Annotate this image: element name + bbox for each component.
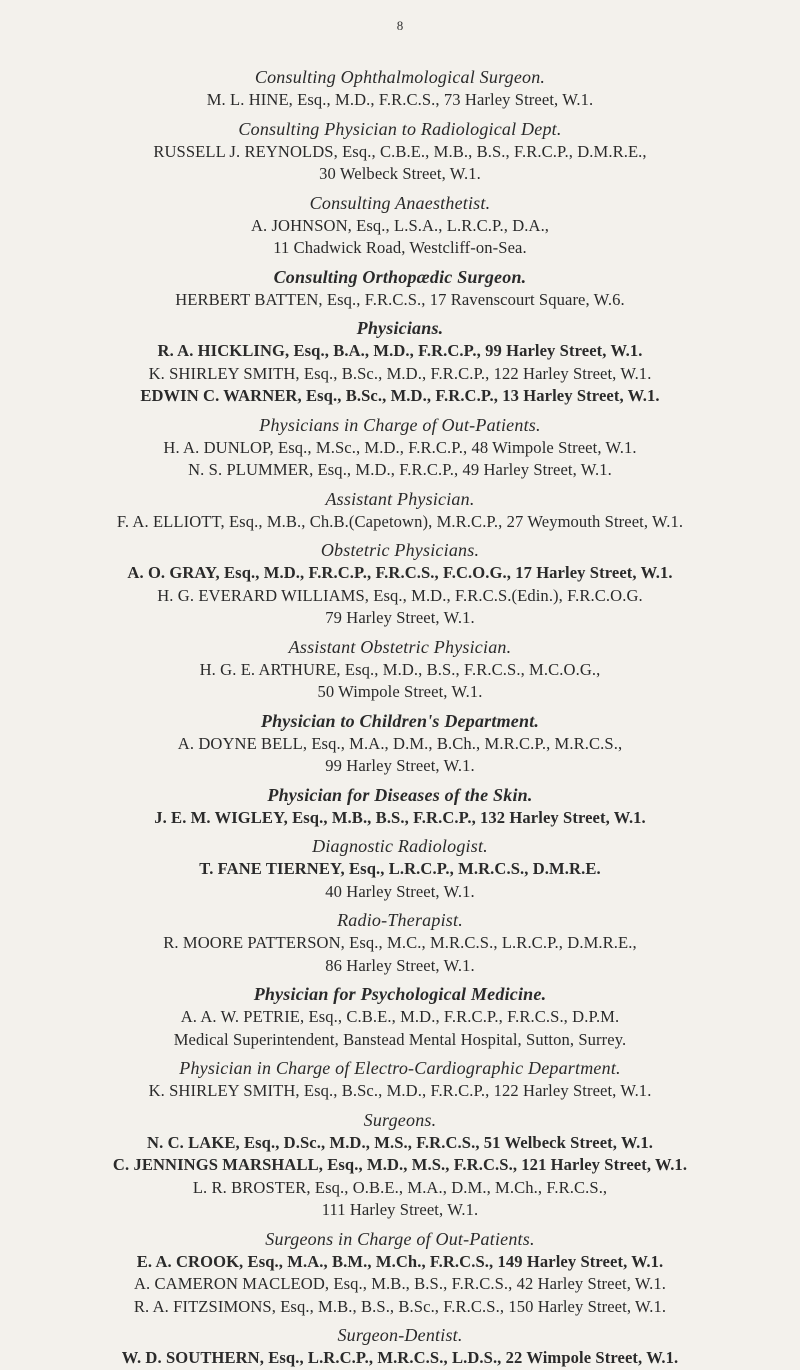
staff-section [0, 784, 800, 830]
staff-section [0, 266, 800, 312]
section-heading: Physician for Psychological Medicine. [253, 984, 547, 1004]
staff-entry-continuation: 50 Wimpole Street, W.1. [317, 682, 483, 701]
staff-entry: M. L. HINE, Esq., M.D., F.R.C.S., 73 Harley Street, W.1. [206, 90, 594, 109]
staff-entry-continuation: 111 Harley Street, W.1. [321, 1200, 479, 1219]
staff-section [0, 192, 800, 260]
staff-entry: R. MOORE PATTERSON, Esq., M.C., M.R.C.S., L.R.C.P., D.M.R.E., [163, 933, 637, 952]
staff-section [0, 710, 800, 778]
staff-section [0, 118, 800, 186]
staff-entry: H. G. E. ARTHURE, Esq., M.D., B.S., F.R.C.S., M.C.O.G., [199, 659, 601, 679]
section-heading: Surgeons in Charge of Out-Patients. [265, 1228, 535, 1249]
staff-entry-continuation: K. SHIRLEY SMITH, Esq., B.Sc., M.D., F.R.C.P., 122 Harley Street, W.1. [148, 363, 652, 383]
section-heading: Surgeon-Dentist. [337, 1325, 463, 1345]
staff-entry: A. O. GRAY, Esq., M.D., F.R.C.P., F.R.C.S., F.C.O.G., 17 Harley Street, W.1. [127, 563, 673, 582]
staff-entry: A. JOHNSON, Esq., L.S.A., L.R.C.P., D.A., [250, 215, 550, 235]
staff-entry: A. DOYNE BELL, Esq., M.A., D.M., B.Ch., M.R.C.P., M.R.C.S., [177, 733, 623, 753]
staff-section [0, 414, 800, 482]
staff-entry: R. A. HICKLING, Esq., B.A., M.D., F.R.C.P., 99 Harley Street, W.1. [157, 341, 643, 360]
staff-entry: HERBERT BATTEN, Esq., F.R.C.S., 17 Ravenscourt Square, W.6. [175, 289, 625, 309]
section-heading: Physician to Children's Department. [260, 710, 540, 731]
staff-entry-continuation: 99 Harley Street, W.1. [325, 756, 475, 775]
staff-entry-continuation: EDWIN C. WARNER, Esq., B.Sc., M.D., F.R.C.P., 13 Harley Street, W.1. [140, 386, 660, 405]
staff-entry: RUSSELL J. REYNOLDS, Esq., C.B.E., M.B., B.S., F.R.C.P., D.M.R.E., [153, 141, 647, 161]
staff-entry: F. A. ELLIOTT, Esq., M.B., Ch.B.(Capetown), M.R.C.P., 27 Weymouth Street, W.1. [116, 511, 684, 531]
staff-entry-continuation: 40 Harley Street, W.1. [325, 881, 475, 901]
section-heading: Obstetric Physicians. [320, 540, 480, 560]
staff-entry: W. D. SOUTHERN, Esq., L.R.C.P., M.R.C.S., L.D.S., 22 Wimpole Street, W.1. [121, 1348, 679, 1367]
staff-entry-continuation: H. G. EVERARD WILLIAMS, Esq., M.D., F.R.C.S.(Edin.), F.R.C.O.G. [157, 585, 643, 605]
staff-section [0, 909, 800, 977]
section-heading: Physician in Charge of Electro-Cardiographic Department. [179, 1058, 621, 1078]
staff-entry-continuation: A. CAMERON MACLEOD, Esq., M.B., B.S., F.R.C.S., 42 Harley Street, W.1. [133, 1274, 667, 1293]
staff-entry-continuation: 11 Chadwick Road, Westcliff-on-Sea. [273, 238, 527, 257]
section-heading: Consulting Orthopædic Surgeon. [273, 266, 527, 287]
staff-section [0, 317, 800, 408]
section-heading: Consulting Ophthalmological Surgeon. [254, 67, 546, 87]
staff-entry-continuation: L. R. BROSTER, Esq., O.B.E., M.A., D.M., M.Ch., F.R.C.S., [192, 1177, 608, 1197]
staff-entry-continuation: 30 Welbeck Street, W.1. [319, 164, 481, 183]
staff-entry-continuation: R. A. FITZSIMONS, Esq., M.B., B.S., B.Sc., F.R.C.S., 150 Harley Street, W.1. [133, 1296, 667, 1316]
staff-section [0, 1109, 800, 1222]
staff-entry: T. FANE TIERNEY, Esq., L.R.C.P., M.R.C.S., D.M.R.E. [199, 859, 601, 878]
section-heading: Physicians. [356, 318, 444, 338]
section-heading: Assistant Obstetric Physician. [288, 636, 512, 657]
section-heading: Surgeons. [363, 1109, 437, 1130]
staff-section [0, 488, 800, 534]
staff-section [0, 66, 800, 112]
staff-entry: J. E. M. WIGLEY, Esq., M.B., B.S., F.R.C.P., 132 Harley Street, W.1. [154, 807, 646, 827]
section-heading: Diagnostic Radiologist. [312, 836, 488, 856]
staff-entry-continuation: 79 Harley Street, W.1. [325, 608, 475, 627]
section-heading: Radio-Therapist. [337, 910, 463, 930]
staff-section [0, 835, 800, 903]
staff-section [0, 1057, 800, 1103]
staff-entry: K. SHIRLEY SMITH, Esq., B.Sc., M.D., F.R.C.P., 122 Harley Street, W.1. [148, 1081, 652, 1100]
section-heading: Physicians in Charge of Out-Patients. [259, 414, 541, 435]
staff-entry: N. C. LAKE, Esq., D.Sc., M.D., M.S., F.R.C.S., 51 Welbeck Street, W.1. [147, 1132, 653, 1152]
staff-list [0, 66, 800, 1370]
staff-section [0, 539, 800, 630]
page-number: 8 [396, 18, 404, 33]
section-heading: Assistant Physician. [325, 488, 475, 509]
staff-entry-continuation: Medical Superintendent, Banstead Mental Hospital, Sutton, Surrey. [173, 1029, 627, 1049]
staff-entry: E. A. CROOK, Esq., M.A., B.M., M.Ch., F.R.C.S., 149 Harley Street, W.1. [136, 1251, 664, 1271]
staff-entry-continuation: 86 Harley Street, W.1. [325, 955, 475, 975]
staff-section [0, 983, 800, 1051]
staff-entry: A. A. W. PETRIE, Esq., C.B.E., M.D., F.R.C.P., F.R.C.S., D.P.M. [180, 1007, 620, 1026]
staff-entry-continuation: N. S. PLUMMER, Esq., M.D., F.R.C.P., 49 Harley Street, W.1. [188, 460, 612, 479]
staff-section [0, 636, 800, 704]
section-heading: Physician for Diseases of the Skin. [267, 784, 533, 805]
staff-entry-continuation: C. JENNINGS MARSHALL, Esq., M.D., M.S., F.R.C.S., 121 Harley Street, W.1. [112, 1155, 688, 1174]
staff-entry: H. A. DUNLOP, Esq., M.Sc., M.D., F.R.C.P., 48 Wimpole Street, W.1. [163, 437, 637, 457]
staff-section [0, 1324, 800, 1370]
section-heading: Consulting Physician to Radiological Dept. [238, 118, 562, 139]
section-heading: Consulting Anaesthetist. [309, 192, 491, 213]
staff-section [0, 1228, 800, 1319]
